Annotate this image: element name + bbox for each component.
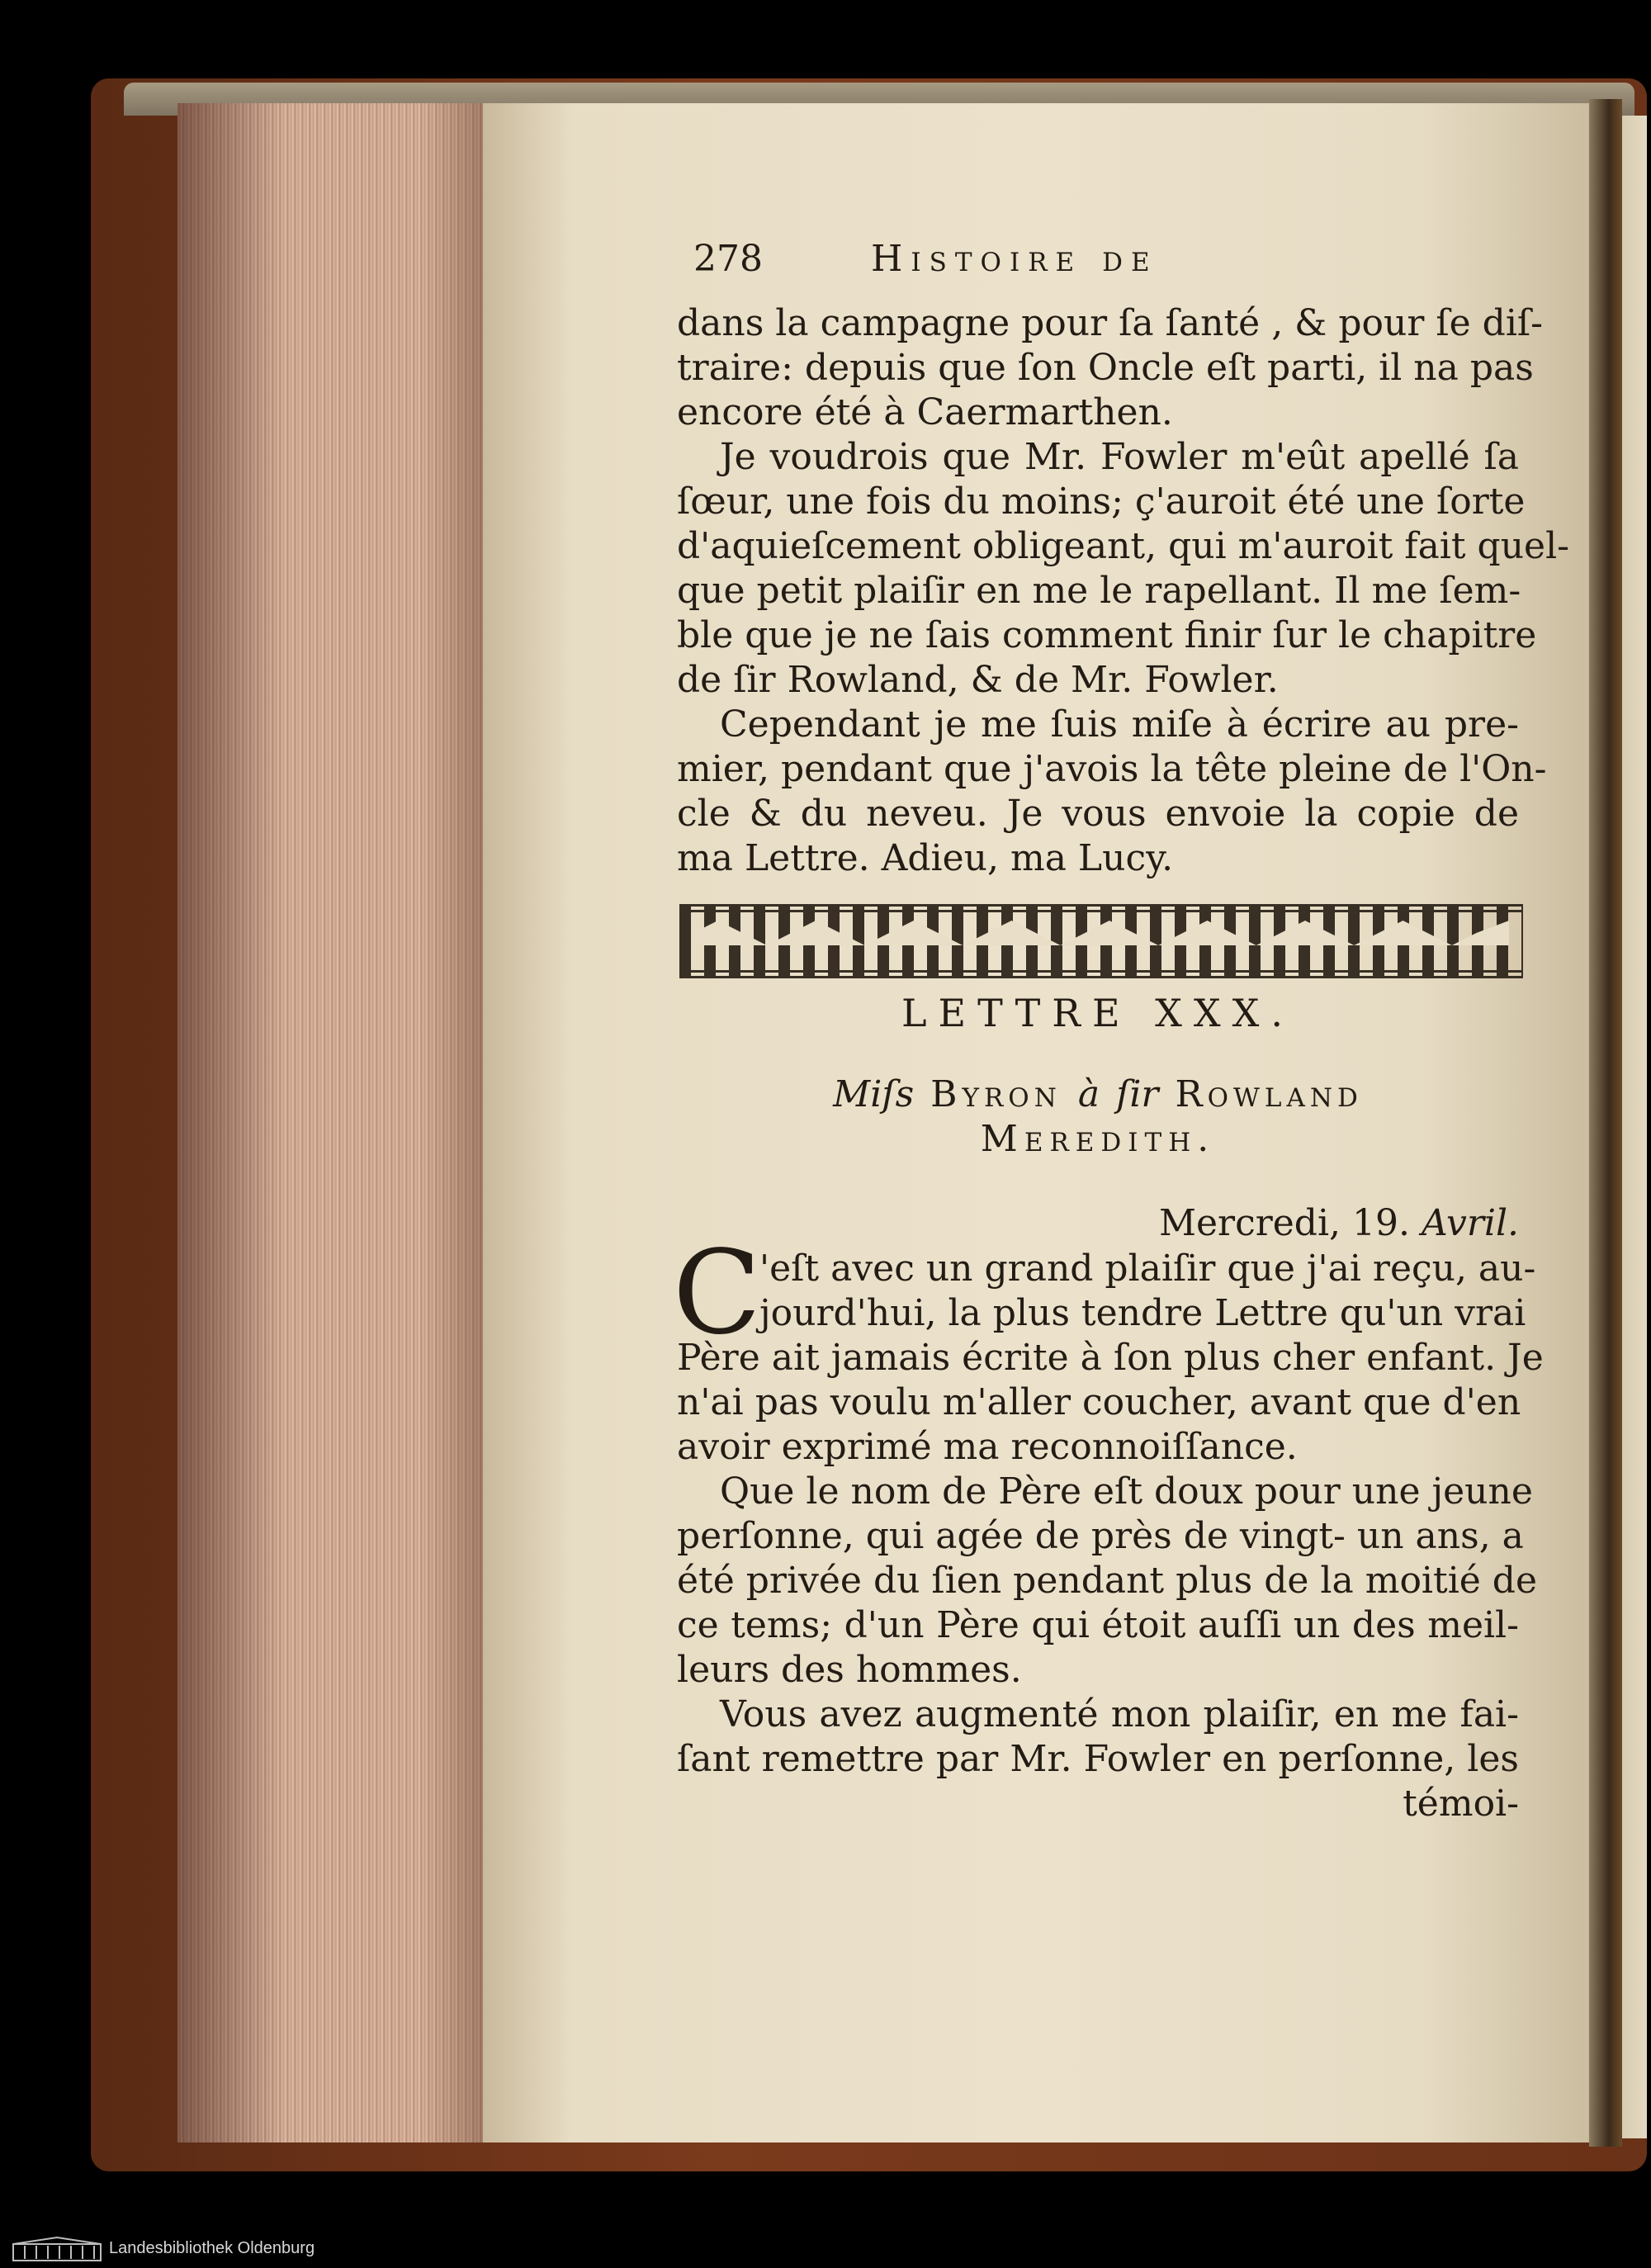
date-month: Avril. <box>1421 1202 1519 1244</box>
address-honorific: ſir <box>1116 1073 1159 1115</box>
letter-address <box>677 1073 1519 1115</box>
text-line: dans la campagne pour ſa ſanté , & pour ſe diſ- <box>677 302 1544 344</box>
letter-heading: LETTRE XXX. <box>901 991 1295 1035</box>
text-line: perſonne, qui agée de près de vingt- un ans, a <box>677 1515 1524 1557</box>
letter-date <box>677 1202 1519 1244</box>
date-text: Mercredi, 19. <box>1158 1202 1410 1244</box>
library-building-icon <box>12 2236 102 2262</box>
text-line: traire: depuis que ſon Oncle eſt parti, il na pas <box>677 347 1534 389</box>
text-line: ſant remettre par Mr. Fowler en perſonne, les <box>677 1738 1519 1780</box>
text-line: ce tems; d'un Père qui étoit auſſi un des meil- <box>677 1604 1519 1646</box>
page-header <box>677 238 1519 287</box>
text-line: encore été à Caermarthen. <box>677 391 1173 433</box>
text-line: Cependant je me ſuis miſe à écrire au pre- <box>720 703 1519 746</box>
page-block-shadow <box>177 103 483 2143</box>
text-line: n'ai pas voulu m'aller coucher, avant que d'en <box>677 1381 1521 1423</box>
address-recipient: Rowland <box>1175 1073 1363 1115</box>
text-line: été privée du ſien pendant plus de la moitié de <box>677 1560 1537 1602</box>
text-line: cle & du neveu. Je vous envoie la copie de <box>677 793 1519 835</box>
letter-address-line2: Meredith. <box>980 1118 1216 1160</box>
text-line: que petit plaiſir en me le rapellant. Il me ſem- <box>677 570 1521 612</box>
text-line: mier, pendant que j'avois la tête pleine de l'On- <box>677 748 1547 790</box>
page-gutter <box>1589 99 1622 2147</box>
viewer-footer <box>0 2229 1651 2268</box>
text-line: d'aquieſcement obligeant, qui m'auroit fait quel- <box>677 525 1570 567</box>
text-line: Vous avez augmenté mon plaiſir, en me fai- <box>720 1693 1519 1735</box>
catchword: témoi- <box>1403 1783 1519 1825</box>
text-line: Père ait jamais écrite à ſon plus cher enfant. Je <box>677 1337 1544 1379</box>
text-line: jourd'hui, la plus tendre Lettre qu'un vrai <box>759 1292 1526 1334</box>
text-line: 'eſt avec un grand plaiſir que j'ai reçu, au- <box>759 1248 1536 1290</box>
institution-name: Landesbibliothek Oldenburg <box>109 2239 315 2257</box>
drop-cap: C <box>673 1226 762 1361</box>
text-line: de ſir Rowland, & de Mr. Fowler. <box>677 659 1279 701</box>
address-sender: Byron <box>930 1073 1062 1115</box>
text-line: avoir exprimé ma reconnoiſſance. <box>677 1426 1298 1468</box>
page-number: 278 <box>693 238 763 280</box>
running-head: Histoire de <box>871 238 1158 280</box>
address-title: Miſs <box>833 1073 915 1115</box>
text-line: ſœur, une fois du moins; ç'auroit été une ſorte <box>677 481 1526 523</box>
text-line: Je voudrois que Mr. Fowler m'eût apellé ſa <box>720 436 1519 478</box>
text-line: leurs des hommes. <box>677 1649 1022 1691</box>
address-preposition: à <box>1077 1073 1100 1115</box>
text-line: ma Lettre. Adieu, ma Lucy. <box>677 837 1174 879</box>
text-line: ble que je ne ſais comment finir ſur le chapitre <box>677 614 1537 656</box>
text-line: Que le nom de Père eſt doux pour une jeune <box>720 1470 1533 1513</box>
